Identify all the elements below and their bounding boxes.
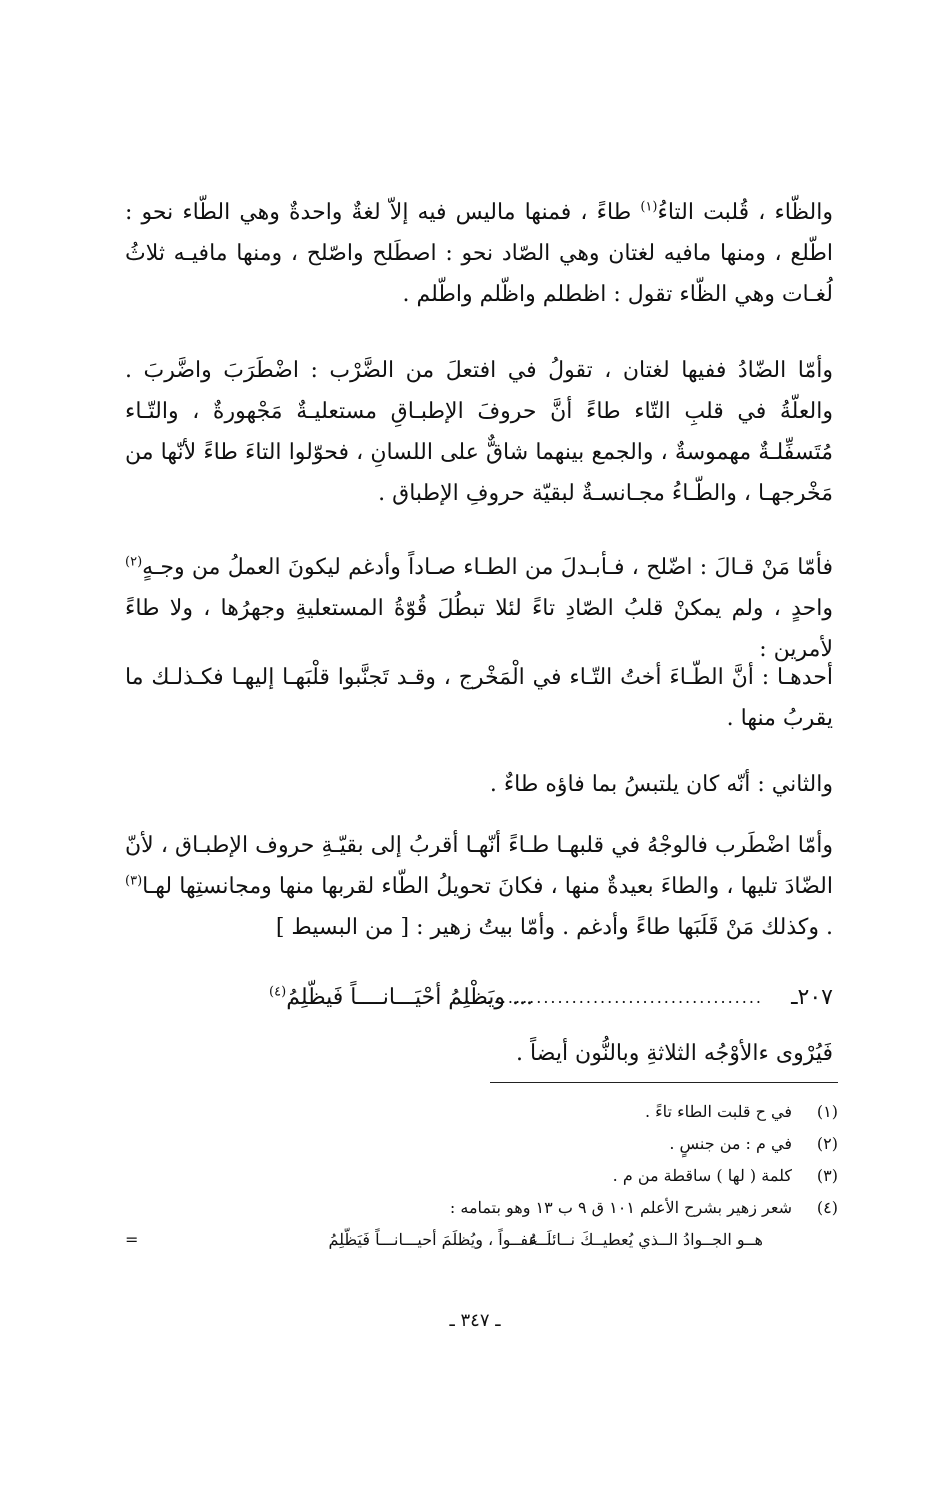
verse-line bbox=[125, 978, 833, 1018]
footnote-text: شعر زهير بشرح الأعلم ١٠١ ق ٩ ب ١٣ وهو بتمامه : bbox=[449, 1198, 792, 1217]
verse-number: ٢٠٧ـ bbox=[791, 985, 833, 1010]
footnote-number: (٢) bbox=[816, 1134, 838, 1153]
footnote-separator bbox=[490, 1082, 838, 1083]
footnote-number: (٣) bbox=[816, 1166, 838, 1185]
footnote-3 bbox=[125, 1160, 838, 1192]
page-number: ـ ٣٤٧ ـ bbox=[449, 1310, 501, 1331]
footnote-2 bbox=[125, 1128, 838, 1160]
paragraph-5: والثاني : أنّه كان يلتبسُ بما فاؤه طاءٌ . bbox=[489, 772, 833, 797]
footnote-verse-second-hemistich: عفــواً ، ويُظلَمَ أحيـــانـــاً فَيَظّلِمُ bbox=[328, 1230, 538, 1249]
footnote-ref-3: (٣) bbox=[125, 873, 143, 889]
paragraph-3 bbox=[125, 547, 833, 670]
footnote-ref-4: (٤) bbox=[269, 984, 287, 1000]
footnote-text: في ح قلبت الطاء تاءً . bbox=[644, 1102, 792, 1121]
footnote-ref-2: (٢) bbox=[125, 554, 143, 570]
paragraph-2: وأمّا الضّادُ ففيها لغتان ، تقولُ في افتعلَ من الضَّرْب : اضْطَرَبَ واضَّربَ . والعلّةُ في قلبِ التّاء طاءً أنَّ حروفَ الإطبـاقِ مستعليـةٌ مَجْهورةٌ ، والتّـاء مُتَسفِّلـةٌ مهموسةٌ ، والجمع بينهما شاقٌّ على اللسانِ ، فحوّلوا التاءَ طاءً لأنّها من مَخْرجهـا ، والطّـاءُ مجـانسـةٌ لبقيّة حروفِ الإطباق . bbox=[125, 358, 833, 506]
paragraph-1-text-a: والظّاء ، قُلبت التاءُ bbox=[657, 200, 833, 225]
footnote-verse-first-hemistich: هــو الجــوادُ الــذي يُعطيــكَ نــائلَــهُ bbox=[528, 1230, 763, 1249]
verse-hemistich bbox=[269, 978, 533, 1018]
paragraph-1 bbox=[125, 192, 833, 315]
paragraph-4: أحدهـا : أنَّ الطّـاءَ أختُ التّـاء في الْمَخْرج ، وقـد تَجنَّبوا قلْبَهـا إليهـا فكـذلـك ما يقربُ منها . bbox=[125, 665, 833, 731]
footnote-text: كلمة ( لها ) ساقطة من م . bbox=[612, 1166, 792, 1185]
paragraph-6 bbox=[125, 825, 833, 948]
paragraph-7: فَيُرْوى ءالأوْجُه الثلاثةِ وبالنُّون أيضاً . bbox=[516, 1041, 833, 1066]
footnote-text: في م : من جنسٍ . bbox=[669, 1134, 792, 1153]
footnote-ref-1: (١) bbox=[640, 199, 658, 215]
footnote-4 bbox=[125, 1192, 838, 1224]
footnote-verse bbox=[125, 1224, 838, 1256]
footnote-1 bbox=[125, 1096, 838, 1128]
paragraph-3-text-a: فأمّا مَنْ قـالَ : اضّلح ، فـأبـدلَ من الطـاء صـاداً وأدغم ليكونَ العملُ من وجـهٍ bbox=[142, 555, 833, 580]
footnote-number: (١) bbox=[816, 1102, 838, 1121]
paragraph-6-text-b: . وكذلك مَنْ قَلَبَها طاءً وأدغم . وأمّا بيتُ زهير : [ من البسيط ] bbox=[275, 915, 833, 940]
paragraph-6-text-a: وأمّا اضْطَرب فالوجْهُ في قلبهـا طـاءً أنّهـا أقربُ إلى بقيّـةِ حروف الإطبـاق ، لأنّ الضّادَ تليها ، والطاءَ بعيدةٌ منها ، فكانَ تحويلُ الطّاء لقربها منها ومجانستِها لهـا bbox=[125, 833, 833, 899]
verse-hemistich-text: ... ويَظْلِمُ أحْيَـــانــــاً فَيظّلِمُ bbox=[286, 985, 533, 1010]
footnotes bbox=[125, 1096, 838, 1256]
paragraph-3-text-b: واحدٍ ، ولم يمكنْ قلبُ الصّادِ تاءً لئلا تبطُلَ قُوّةُ المستعليةِ وجهرُها ، ولا طاءً لأمرين : bbox=[125, 596, 833, 662]
footnote-number: (٤) bbox=[816, 1198, 838, 1217]
paragraph-1-text-b: طاءً ، فمنها ماليس فيه إلاّ لغةٌ واحدةٌ وهي الطّاء نحو : اطّلع ، ومنها مافيه لغتان وهي الصّاد نحو : اصطَلح واصّلح ، ومنها مافيـه ثلاثُ لُغـات وهي الظّاء تقول : اظطلم واظّلم واطّلم . bbox=[125, 200, 833, 307]
footnote-continuation-mark: = bbox=[125, 1230, 139, 1249]
verse-dotted-leader: ............................................ bbox=[451, 988, 763, 1007]
